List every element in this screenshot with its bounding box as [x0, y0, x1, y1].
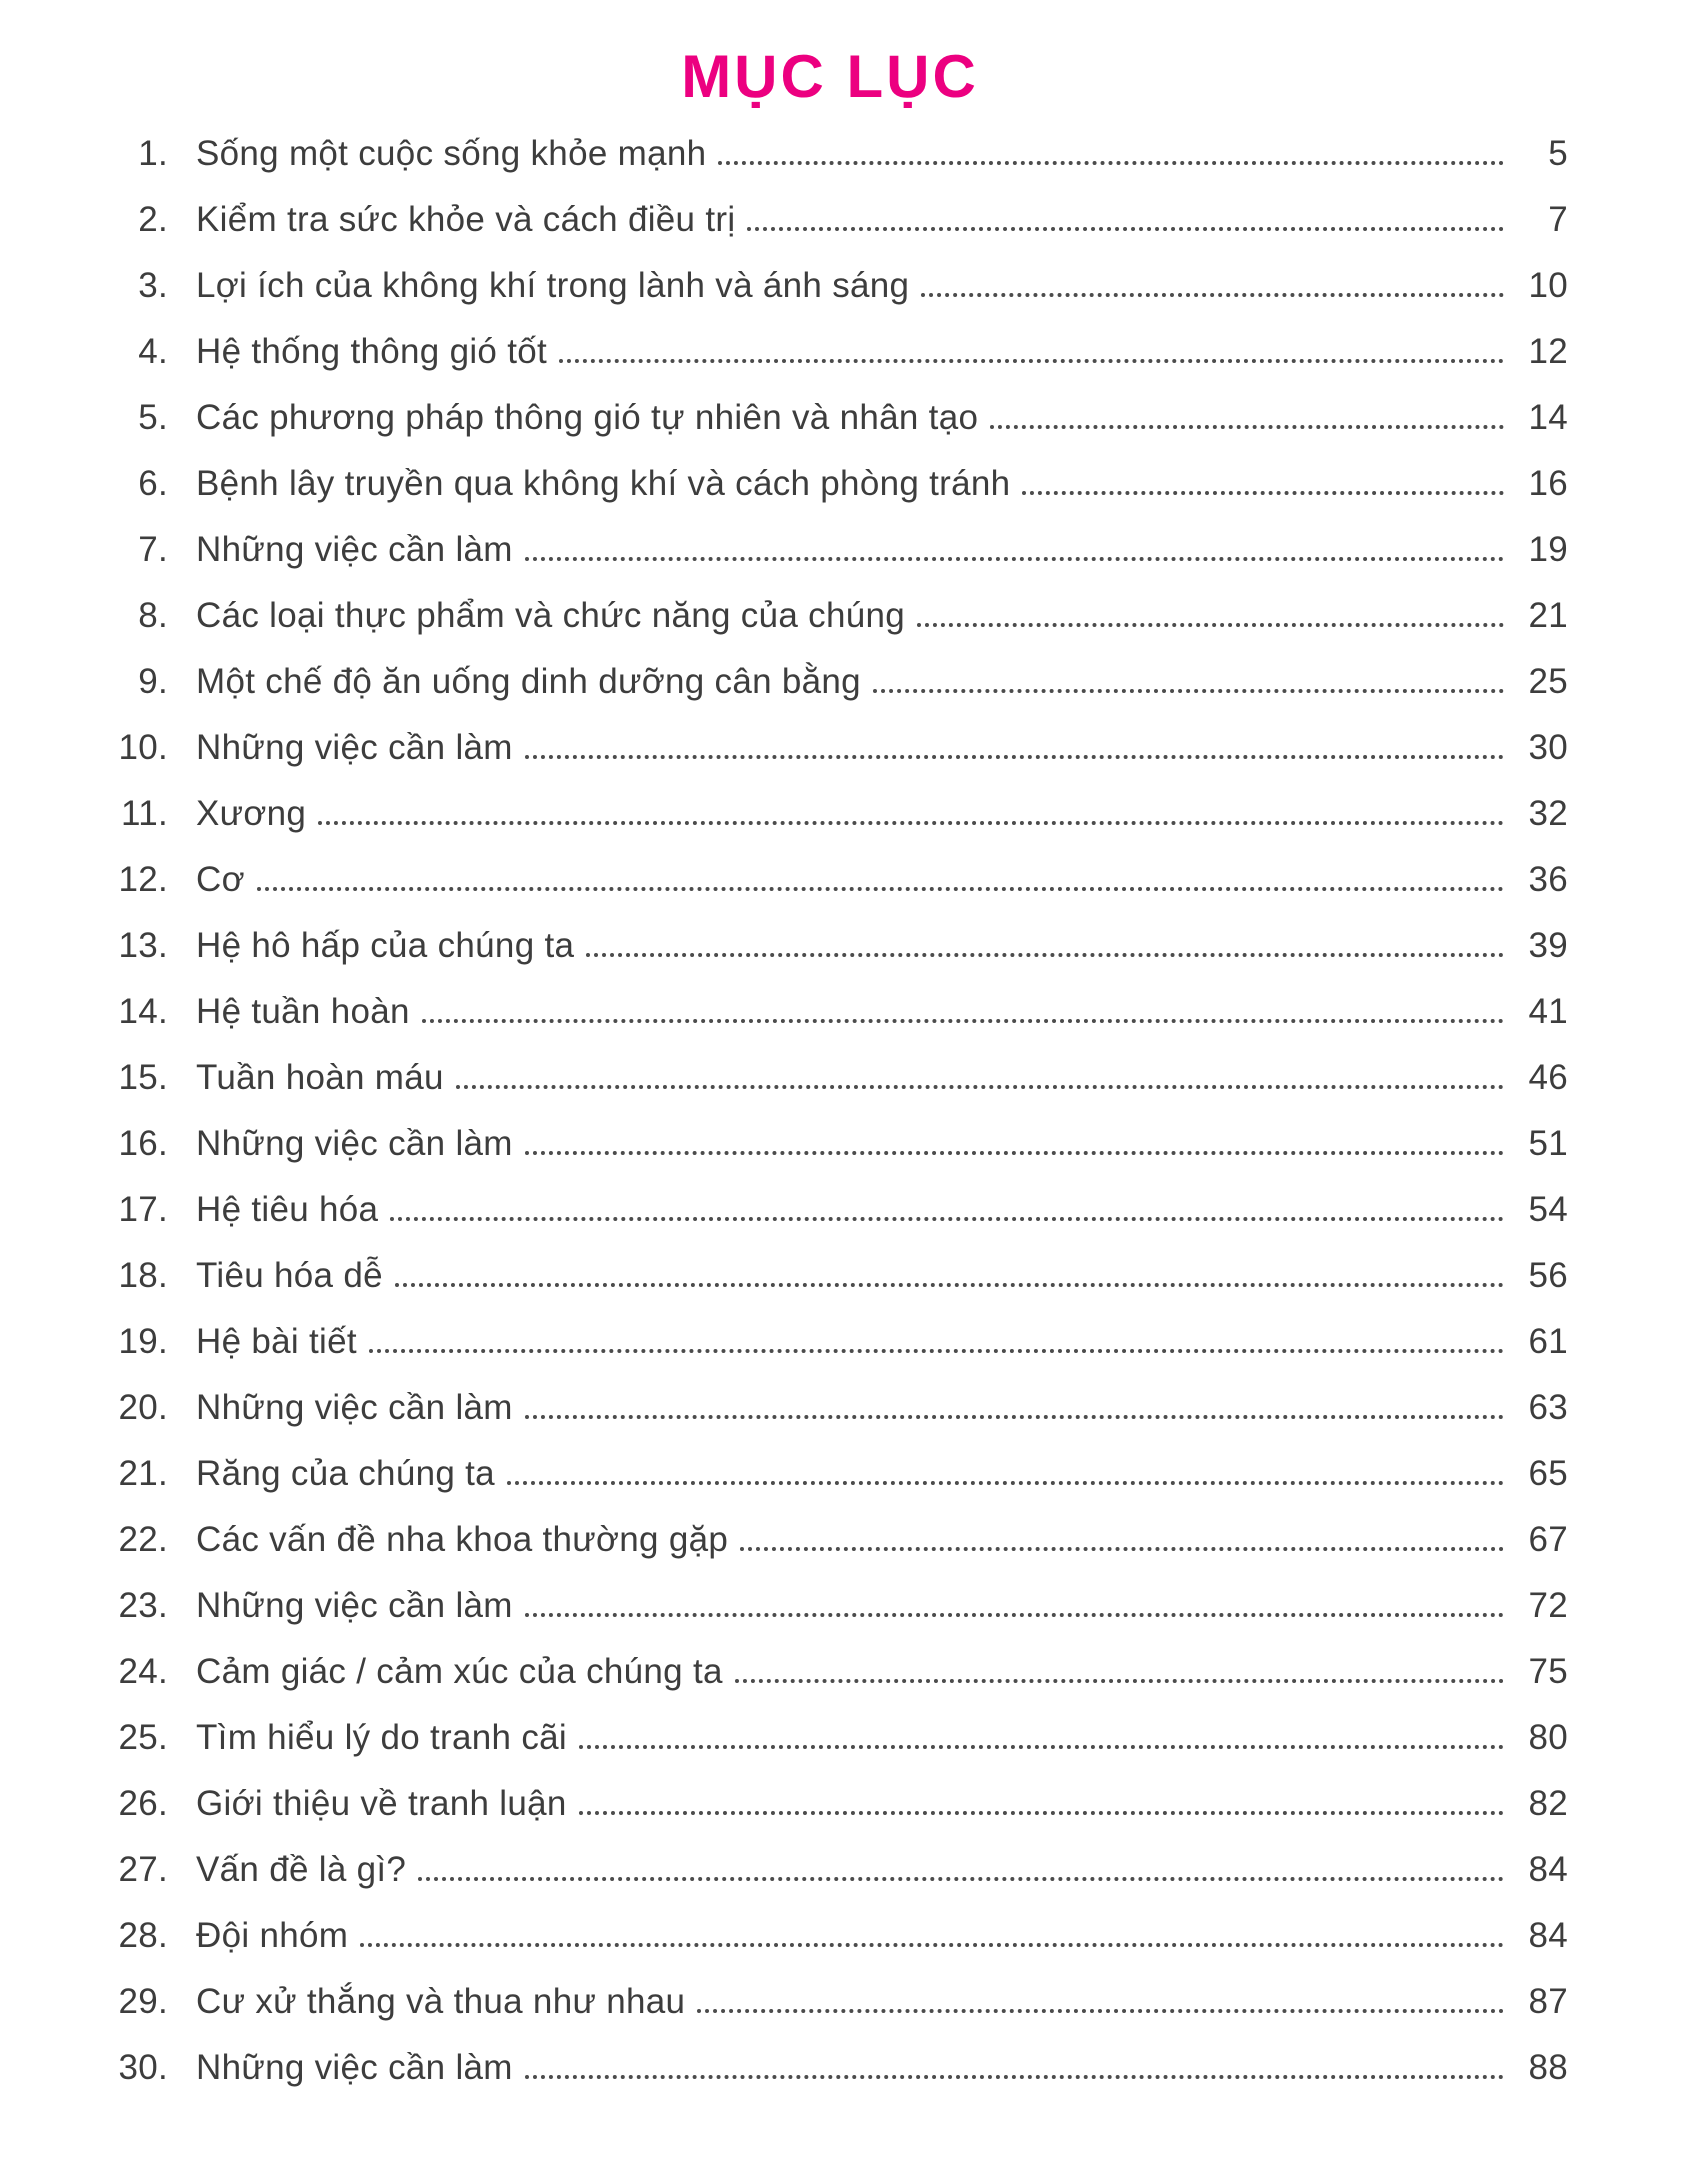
toc-entry	[92, 1573, 1568, 1639]
toc-entry	[92, 517, 1568, 583]
toc-entry	[92, 1177, 1568, 1243]
entry-number: 11.	[121, 794, 168, 833]
entry-title: Xương	[196, 794, 307, 833]
entry-number: 13.	[118, 926, 168, 965]
entry-page-number: 54	[1528, 1190, 1568, 1229]
entry-page-number: 61	[1528, 1322, 1568, 1361]
entry-title: Hệ bài tiết	[196, 1322, 357, 1361]
entry-number: 16.	[118, 1124, 168, 1163]
dotted-leader	[422, 1017, 1504, 1023]
toc-entry	[92, 1045, 1568, 1111]
entry-number: 28.	[118, 1916, 168, 1955]
entry-page-number: 16	[1528, 464, 1568, 503]
entry-number: 20.	[118, 1388, 168, 1427]
entry-title: Cơ	[196, 860, 245, 899]
entry-title: Đội nhóm	[196, 1916, 349, 1955]
entry-title: Những việc cần làm	[196, 1124, 513, 1163]
dotted-leader	[525, 2073, 1504, 2079]
dotted-leader	[735, 1677, 1504, 1683]
entry-number: 9.	[138, 662, 168, 701]
entry-number: 24.	[118, 1652, 168, 1691]
entry-page-number: 14	[1528, 398, 1568, 437]
entry-page-number: 84	[1528, 1916, 1568, 1955]
dotted-leader	[360, 1941, 1504, 1947]
entry-number: 12.	[118, 860, 168, 899]
entry-number: 22.	[118, 1520, 168, 1559]
entry-number: 8.	[138, 596, 168, 635]
entry-number: 18.	[118, 1256, 168, 1295]
entry-number: 19.	[118, 1322, 168, 1361]
entry-page-number: 56	[1528, 1256, 1568, 1295]
page-title: MỤC LỤC	[681, 43, 979, 110]
dotted-leader	[579, 1743, 1504, 1749]
dotted-leader	[395, 1281, 1504, 1287]
dotted-leader	[747, 225, 1504, 231]
entry-title: Các vấn đề nha khoa thường gặp	[196, 1520, 729, 1559]
entry-number: 4.	[138, 332, 168, 371]
entry-page-number: 19	[1528, 530, 1568, 569]
entry-title: Những việc cần làm	[196, 1586, 513, 1625]
entry-title: Hệ hô hấp của chúng ta	[196, 926, 575, 965]
toc-entry	[92, 1111, 1568, 1177]
dotted-leader	[579, 1809, 1504, 1815]
toc-entry	[92, 1903, 1568, 1969]
entry-number: 1.	[138, 134, 168, 173]
entry-title: Cảm giác / cảm xúc của chúng ta	[196, 1652, 723, 1691]
entry-title: Hệ tiêu hóa	[196, 1190, 379, 1229]
entry-page-number: 12	[1528, 332, 1568, 371]
entry-page-number: 72	[1528, 1586, 1568, 1625]
entry-number: 15.	[118, 1058, 168, 1097]
dotted-leader	[873, 687, 1504, 693]
toc-entry	[92, 1375, 1568, 1441]
dotted-leader	[525, 1413, 1504, 1419]
entry-title: Những việc cần làm	[196, 1388, 513, 1427]
toc-entry	[92, 451, 1568, 517]
toc-entry	[92, 1771, 1568, 1837]
entry-page-number: 65	[1528, 1454, 1568, 1493]
entry-number: 30.	[118, 2048, 168, 2087]
entry-number: 2.	[138, 200, 168, 239]
entry-title: Bệnh lây truyền qua không khí và cách phòng tránh	[196, 464, 1011, 503]
entry-title: Những việc cần làm	[196, 2048, 513, 2087]
entry-number: 3.	[138, 266, 168, 305]
entry-page-number: 88	[1528, 2048, 1568, 2087]
toc-entry	[92, 847, 1568, 913]
entry-number: 14.	[118, 992, 168, 1031]
toc-entry	[92, 913, 1568, 979]
toc-entry	[92, 1705, 1568, 1771]
toc-entry	[92, 1969, 1568, 2035]
entry-title: Các phương pháp thông gió tự nhiên và nhân tạo	[196, 398, 979, 437]
entry-title: Tiêu hóa dễ	[196, 1256, 383, 1295]
dotted-leader	[507, 1479, 1504, 1485]
entry-page-number: 39	[1528, 926, 1568, 965]
entry-page-number: 51	[1528, 1124, 1568, 1163]
entry-page-number: 25	[1528, 662, 1568, 701]
toc-entry	[92, 187, 1568, 253]
entry-number: 26.	[118, 1784, 168, 1823]
entry-number: 5.	[138, 398, 168, 437]
dotted-leader	[697, 2007, 1504, 2013]
dotted-leader	[525, 1611, 1504, 1617]
dotted-leader	[318, 819, 1504, 825]
entry-title: Răng của chúng ta	[196, 1454, 495, 1493]
entry-page-number: 21	[1528, 596, 1568, 635]
dotted-leader	[456, 1083, 1504, 1089]
entry-title: Kiểm tra sức khỏe và cách điều trị	[196, 200, 736, 239]
entry-page-number: 30	[1528, 728, 1568, 767]
entry-title: Những việc cần làm	[196, 530, 513, 569]
toc-entry	[92, 319, 1568, 385]
entry-page-number: 87	[1528, 1982, 1568, 2021]
entry-page-number: 80	[1528, 1718, 1568, 1757]
toc-entry	[92, 649, 1568, 715]
entry-title: Tìm hiểu lý do tranh cãi	[196, 1718, 567, 1757]
toc-entry	[92, 121, 1568, 187]
entry-number: 27.	[118, 1850, 168, 1889]
toc-entry	[92, 1309, 1568, 1375]
toc-entry	[92, 2035, 1568, 2101]
entry-number: 25.	[118, 1718, 168, 1757]
entry-page-number: 7	[1548, 200, 1568, 239]
toc-entry	[92, 1639, 1568, 1705]
entry-page-number: 32	[1528, 794, 1568, 833]
entry-title: Những việc cần làm	[196, 728, 513, 767]
dotted-leader	[525, 555, 1504, 561]
dotted-leader	[917, 621, 1504, 627]
entry-page-number: 75	[1528, 1652, 1568, 1691]
toc-entry	[92, 385, 1568, 451]
dotted-leader	[1022, 489, 1504, 495]
dotted-leader	[525, 753, 1504, 759]
toc-entry	[92, 715, 1568, 781]
entry-title: Lợi ích của không khí trong lành và ánh sáng	[196, 266, 910, 305]
entry-page-number: 67	[1528, 1520, 1568, 1559]
toc-entry	[92, 1837, 1568, 1903]
dotted-leader	[390, 1215, 1504, 1221]
toc-list	[92, 121, 1568, 2101]
entry-page-number: 82	[1528, 1784, 1568, 1823]
toc-entry	[92, 979, 1568, 1045]
toc-entry	[92, 1507, 1568, 1573]
toc-entry	[92, 1441, 1568, 1507]
entry-title: Hệ tuần hoàn	[196, 992, 410, 1031]
entry-number: 10.	[118, 728, 168, 767]
entry-title: Sống một cuộc sống khỏe mạnh	[196, 134, 707, 173]
entry-page-number: 63	[1528, 1388, 1568, 1427]
entry-number: 17.	[118, 1190, 168, 1229]
toc-entry	[92, 781, 1568, 847]
toc-entry	[92, 1243, 1568, 1309]
dotted-leader	[559, 357, 1504, 363]
toc-entry	[92, 253, 1568, 319]
entry-page-number: 5	[1548, 134, 1568, 173]
entry-number: 23.	[118, 1586, 168, 1625]
entry-page-number: 46	[1528, 1058, 1568, 1097]
entry-page-number: 84	[1528, 1850, 1568, 1889]
entry-title: Hệ thống thông gió tốt	[196, 332, 548, 371]
toc-entry	[92, 583, 1568, 649]
entry-number: 7.	[138, 530, 168, 569]
entry-title: Cư xử thắng và thua như nhau	[196, 1982, 686, 2021]
dotted-leader	[718, 159, 1504, 165]
entry-page-number: 41	[1528, 992, 1568, 1031]
entry-number: 6.	[138, 464, 168, 503]
entry-number: 21.	[118, 1454, 168, 1493]
entry-title: Một chế độ ăn uống dinh dưỡng cân bằng	[196, 662, 861, 701]
dotted-leader	[740, 1545, 1504, 1551]
entry-number: 29.	[118, 1982, 168, 2021]
entry-page-number: 36	[1528, 860, 1568, 899]
dotted-leader	[525, 1149, 1504, 1155]
dotted-leader	[257, 885, 1504, 891]
dotted-leader	[418, 1875, 1504, 1881]
entry-title: Các loại thực phẩm và chức năng của chúng	[196, 596, 906, 635]
dotted-leader	[921, 291, 1504, 297]
dotted-leader	[586, 951, 1504, 957]
entry-title: Vấn đề là gì?	[196, 1850, 407, 1889]
dotted-leader	[990, 423, 1504, 429]
entry-title: Tuần hoàn máu	[196, 1058, 444, 1097]
entry-title: Giới thiệu về tranh luận	[196, 1784, 567, 1823]
entry-page-number: 10	[1528, 266, 1568, 305]
dotted-leader	[369, 1347, 1504, 1353]
